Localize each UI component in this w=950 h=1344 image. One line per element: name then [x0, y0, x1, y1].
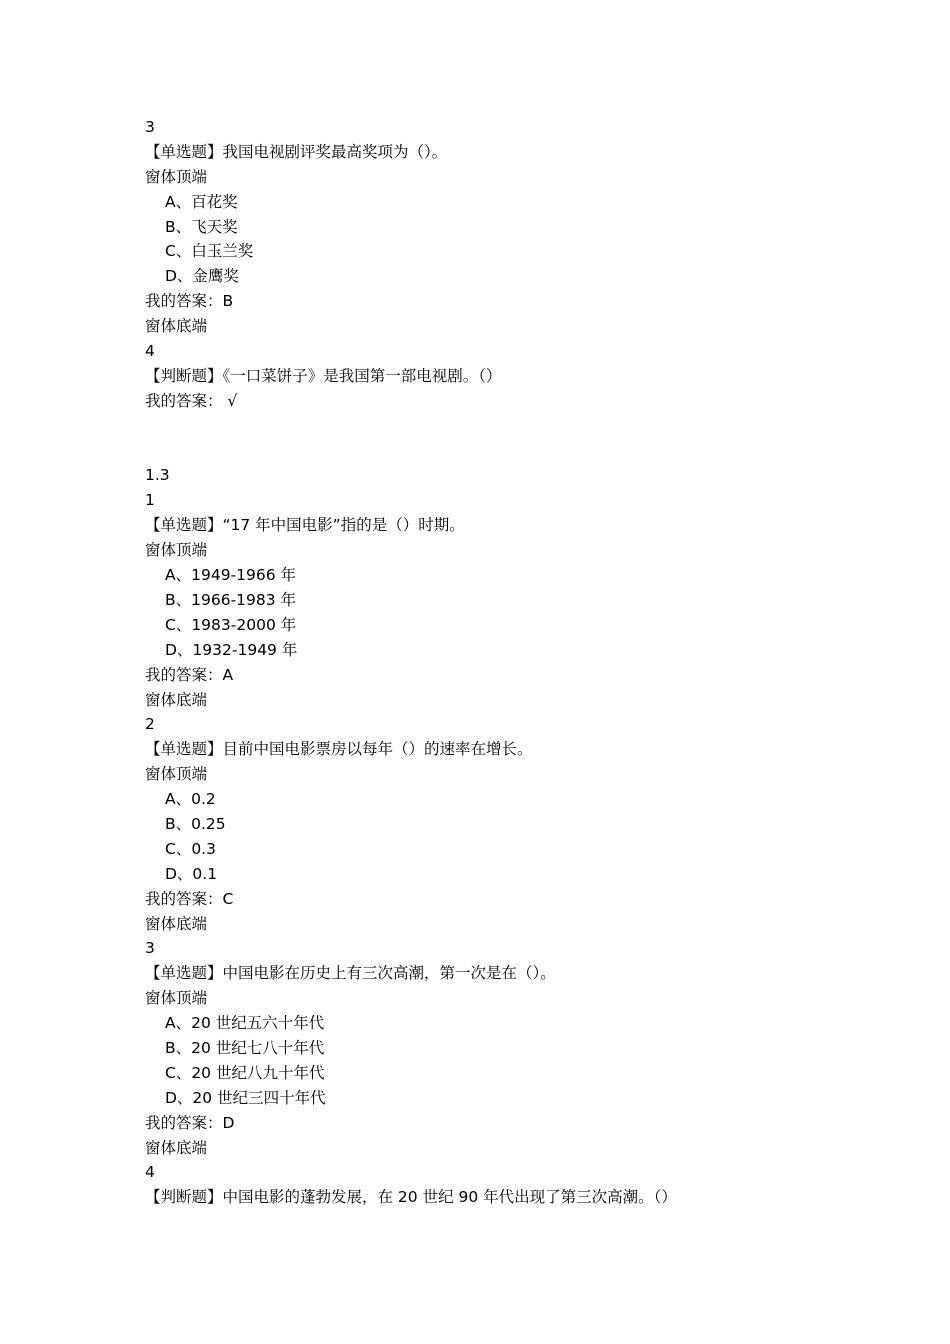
question-number: 2 — [145, 715, 155, 734]
question-number: 3 — [145, 118, 155, 136]
my-answer: 我的答案： √ — [145, 391, 238, 410]
option-a: A、20 世纪五六十年代 — [165, 1014, 325, 1033]
option-d: D、金鹰奖 — [165, 267, 239, 286]
option-c: C、20 世纪八九十年代 — [165, 1063, 325, 1082]
question-number: 1 — [145, 491, 155, 510]
question-block — [145, 488, 865, 712]
question-prompt: 【单选题】“17 年中国电影”指的是（）时期。 — [145, 516, 465, 535]
option-c: C、1983-2000 年 — [165, 615, 297, 634]
question-block — [145, 712, 865, 936]
my-answer: 我的答案：C — [145, 889, 234, 908]
section-gap — [145, 414, 865, 464]
form-top-marker: 窗体顶端 — [145, 989, 208, 1008]
option-a: A、百花奖 — [165, 192, 238, 211]
form-bottom-marker: 窗体底端 — [145, 914, 208, 933]
document-page — [145, 115, 865, 1210]
form-top-marker: 窗体顶端 — [145, 765, 208, 784]
option-b: B、1966-1983 年 — [165, 590, 297, 609]
question-block — [145, 339, 865, 414]
question-prompt: 【判断题】中国电影的蓬勃发展，在 20 世纪 90 年代出现了第三次高潮。（） — [145, 1188, 677, 1207]
question-number: 4 — [145, 342, 155, 361]
question-number: 3 — [145, 939, 155, 958]
question-block — [145, 1160, 865, 1210]
option-b: B、飞天奖 — [165, 217, 238, 236]
question-block — [145, 936, 865, 1160]
form-bottom-marker: 窗体底端 — [145, 1138, 208, 1157]
section-heading: 1.3 — [145, 466, 170, 485]
my-answer: 我的答案：B — [145, 292, 234, 311]
option-d: D、0.1 — [165, 864, 218, 883]
option-a: A、1949-1966 年 — [165, 566, 297, 585]
form-top-marker: 窗体顶端 — [145, 167, 208, 186]
question-prompt: 【单选题】我国电视剧评奖最高奖项为（）。 — [145, 142, 448, 161]
option-c: C、白玉兰奖 — [165, 242, 254, 261]
form-bottom-marker: 窗体底端 — [145, 690, 208, 709]
option-b: B、20 世纪七八十年代 — [165, 1038, 325, 1057]
my-answer: 我的答案：A — [145, 665, 234, 684]
question-prompt: 【判断题】《一口菜饼子》是我国第一部电视剧。（） — [145, 366, 502, 385]
question-prompt: 【单选题】目前中国电影票房以每年（）的速率在增长。 — [145, 740, 533, 759]
option-b: B、0.25 — [165, 814, 226, 833]
question-block — [145, 115, 865, 339]
question-prompt: 【单选题】中国电影在历史上有三次高潮，第一次是在（）。 — [145, 964, 556, 983]
option-d: D、1932-1949 年 — [165, 640, 298, 659]
question-number: 4 — [145, 1163, 155, 1182]
form-bottom-marker: 窗体底端 — [145, 317, 208, 336]
my-answer: 我的答案：D — [145, 1113, 235, 1132]
option-c: C、0.3 — [165, 839, 216, 858]
form-top-marker: 窗体顶端 — [145, 541, 208, 560]
option-d: D、20 世纪三四十年代 — [165, 1088, 326, 1107]
option-a: A、0.2 — [165, 790, 216, 809]
